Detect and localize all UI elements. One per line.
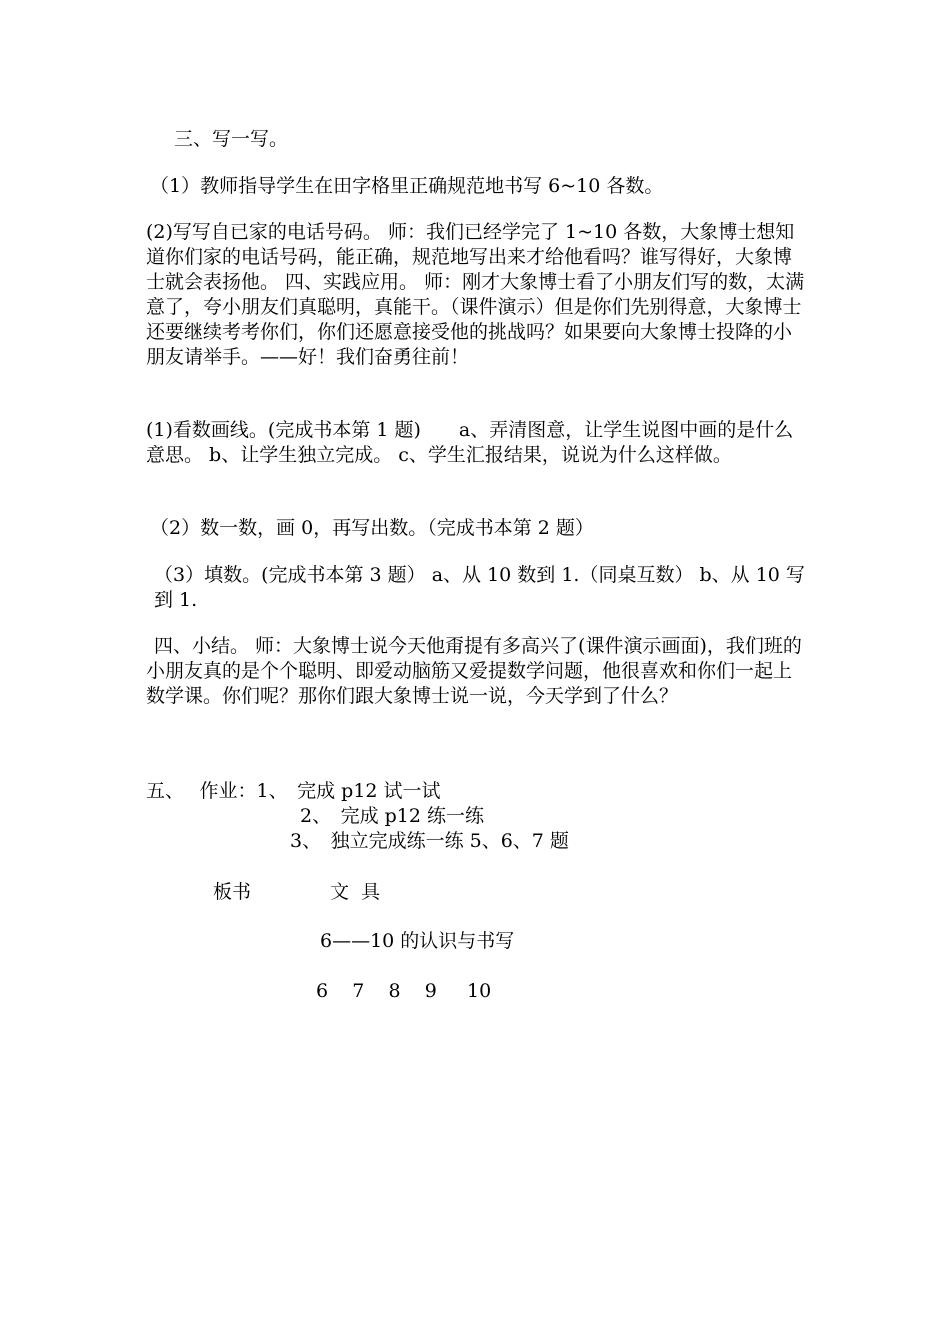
section-heading: 三、写一写。: [174, 128, 289, 150]
paragraph-practice-1: (1)看数画线。(完成书本第 1 题) a、弄清图意，让学生说图中画的是什么意思。 b、让学生独立完成。 c、学生汇报结果，说说为什么这样做。: [146, 419, 794, 466]
homework-line-2: 2、 完成 p12 练一练: [300, 805, 485, 827]
paragraph-phone-number: (2)写写自已家的电话号码。 师：我们已经学完了 1~10 各数，大象博士想知道你们家的电话号码，能正确，规范地写出来才给他看吗？谁写得好，大象博士就会表扬他。 四、实践应用。 师：刚才大象博士看了小朋友们写的数，太满意了，夸小朋友们真聪明，真能干。（课件演示）但是你们先别得意，大象博士还要继续考考你们，你们还愿意接受他的挑战吗？如果要向大象博士投降的小朋友请举手。——好！我们奋勇往前！: [146, 221, 805, 368]
paragraph-summary: 四、小结。 师：大象博士说今天他甭提有多高兴了(课件演示画面)，我们班的小朋友真的是个个聪明、即爱动脑筋又爱提数学问题，他很喜欢和你们一起上数学课。你们呢？那你们跟大象博士说一说，今天学到了什么？: [146, 635, 802, 707]
paragraph-writing-digits: （1）教师指导学生在田字格里正确规范地书写 6~10 各数。: [150, 175, 664, 197]
homework-line-3: 3、 独立完成练一练 5、6、7 题: [290, 830, 569, 852]
homework-line-1: 五、 作业：1、 完成 p12 试一试: [146, 780, 441, 802]
paragraph-practice-3: （3）填数。(完成书本第 3 题） a、从 10 数到 1.（同桌互数） b、从 10 写到 1.: [154, 564, 805, 611]
paragraph-practice-2: （2）数一数，画 0，再写出数。（完成书本第 2 题）: [150, 517, 594, 539]
board-label: 板书: [213, 881, 252, 903]
board-title: 6——10 的认识与书写: [320, 930, 515, 952]
board-numbers: 6 7 8 9 10: [316, 980, 492, 1002]
board-subject: 文 具: [330, 881, 381, 903]
